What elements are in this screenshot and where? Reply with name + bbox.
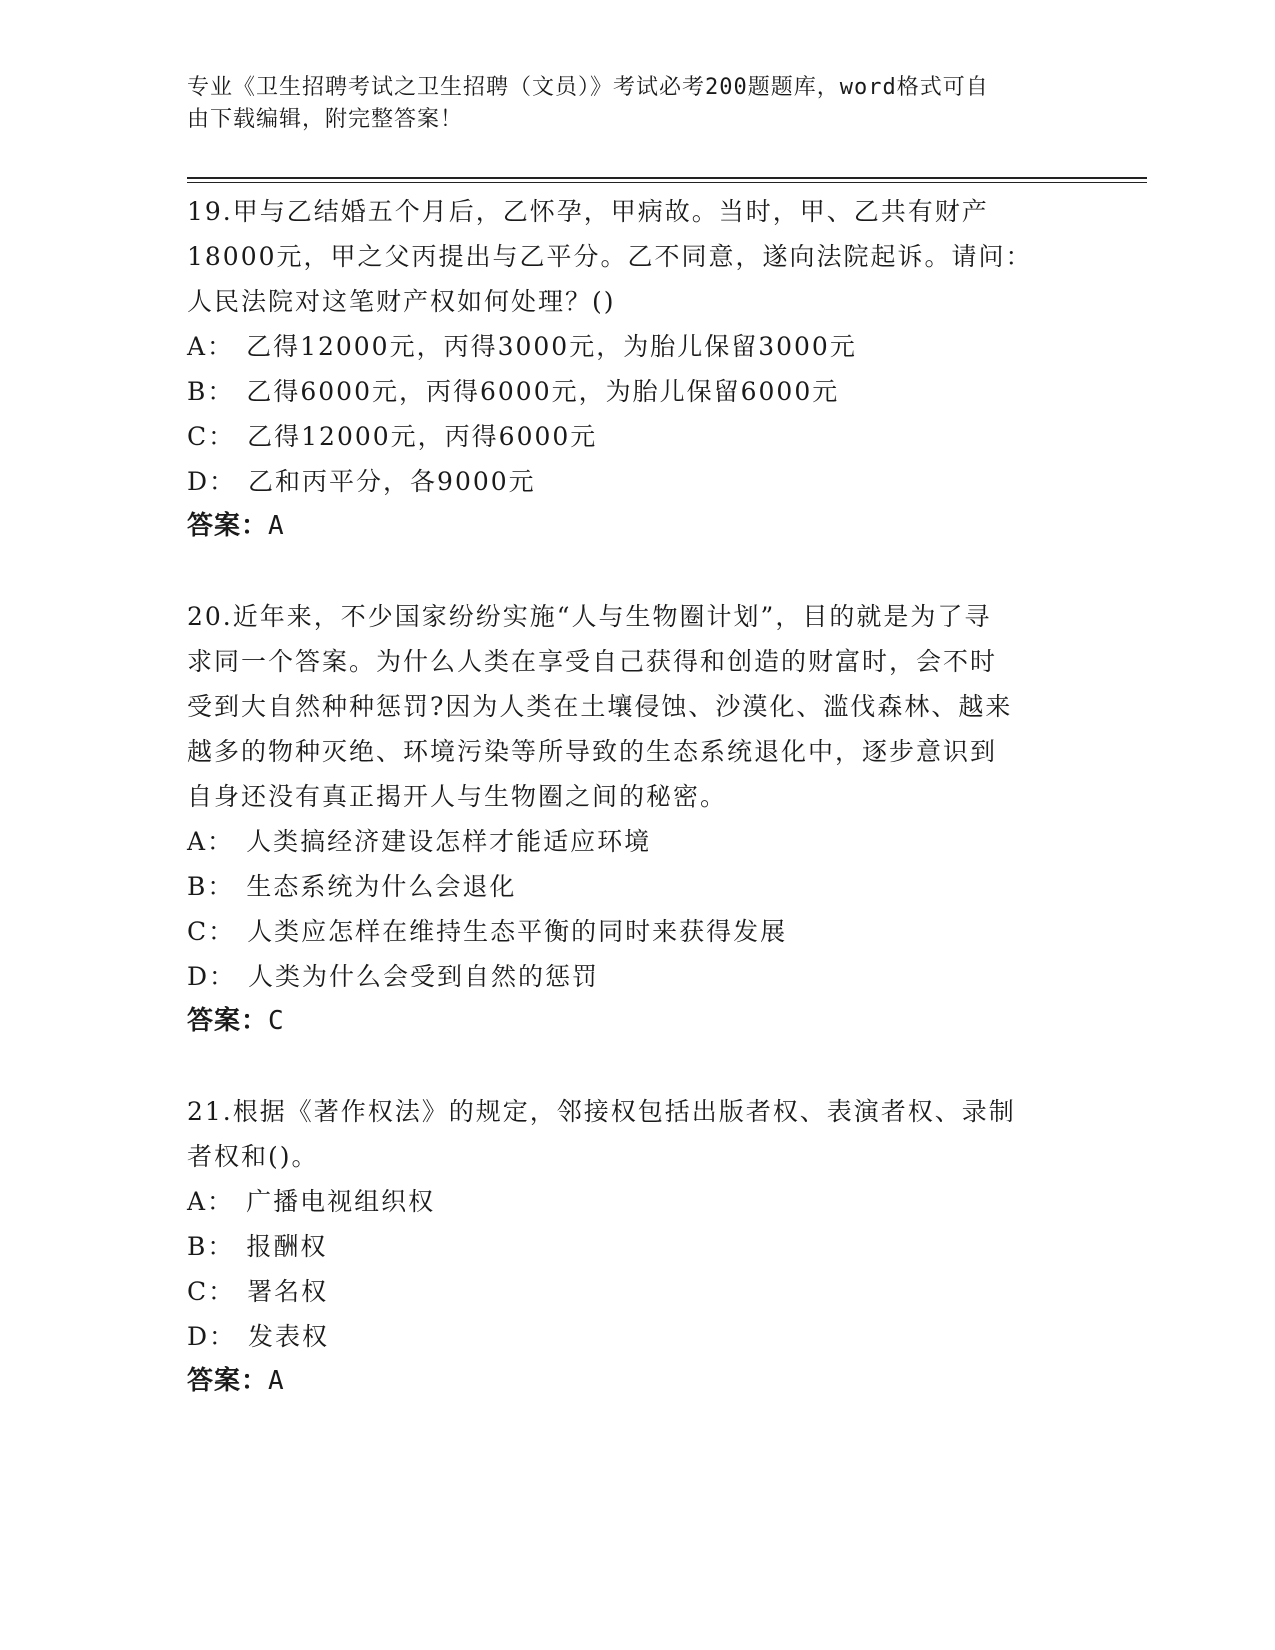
option-c <box>187 1269 1087 1314</box>
question-text-line: 20.近年来，不少国家纷纷实施“人与生物圈计划”，目的就是为了寻 <box>187 602 992 631</box>
question-text-line: 受到大自然种种惩罚?因为人类在土壤侵蚀、沙漠化、滥伐森林、越来 <box>187 692 1013 721</box>
question-19 <box>187 189 1087 549</box>
option-b <box>187 864 1087 909</box>
option-text: 人类应怎样在维持生态平衡的同时来获得发展 <box>247 917 788 946</box>
option-text: 生态系统为什么会退化 <box>246 872 517 901</box>
question-text-line: 人民法院对这笔财产权如何处理？() <box>187 287 616 316</box>
answer-value: A <box>268 1366 285 1396</box>
answer-value: A <box>268 511 285 541</box>
question-text-line: 21.根据《著作权法》的规定，邻接权包括出版者权、表演者权、录制 <box>187 1097 1016 1126</box>
answer-label: 答案： <box>187 1366 269 1396</box>
answer-label: 答案： <box>187 1006 269 1036</box>
question-text-line: 者权和()。 <box>187 1142 319 1171</box>
answer-value: C <box>268 1006 285 1036</box>
option-d <box>187 1314 1087 1359</box>
option-letter: D： <box>187 1322 237 1351</box>
header-divider-thick <box>187 177 1147 179</box>
option-text: 报酬权 <box>246 1232 328 1261</box>
option-text: 广播电视组织权 <box>246 1187 436 1216</box>
option-letter: C： <box>187 1277 236 1306</box>
header-line-2: 由下载编辑，附完整答案！ <box>187 107 464 132</box>
question-20 <box>187 594 1087 1044</box>
option-letter: C： <box>187 917 236 946</box>
option-text: 乙和丙平分，各9000元 <box>248 467 536 496</box>
question-text-line: 越多的物种灭绝、环境污染等所导致的生态系统退化中，逐步意识到 <box>187 737 998 766</box>
header-line-1: 专业《卫生招聘考试之卫生招聘（文员）》考试必考200题题库，word格式可自 <box>187 75 989 100</box>
option-letter: A： <box>187 332 235 361</box>
question-text-line: 求同一个答案。为什么人类在享受自己获得和创造的财富时，会不时 <box>187 647 998 676</box>
question-list <box>187 189 1087 1449</box>
answer-line <box>187 999 1087 1044</box>
option-letter: A： <box>187 1187 235 1216</box>
document-header <box>187 72 1067 136</box>
option-letter: B： <box>187 377 235 406</box>
header-divider-thin <box>187 182 1147 183</box>
option-b <box>187 1224 1087 1269</box>
option-c <box>187 909 1087 954</box>
option-a <box>187 324 1087 369</box>
option-text: 人类为什么会受到自然的惩罚 <box>248 962 600 991</box>
question-text-line: 19.甲与乙结婚五个月后，乙怀孕，甲病故。当时，甲、乙共有财产 <box>187 197 989 226</box>
option-letter: A： <box>187 827 235 856</box>
answer-line <box>187 1359 1087 1404</box>
option-letter: D： <box>187 467 237 496</box>
option-d <box>187 954 1087 999</box>
option-letter: B： <box>187 1232 235 1261</box>
option-a <box>187 1179 1087 1224</box>
option-c <box>187 414 1087 459</box>
option-text: 乙得12000元，丙得3000元，为胎儿保留3000元 <box>246 332 857 361</box>
question-text-line: 18000元，甲之父丙提出与乙平分。乙不同意，遂向法院起诉。请问： <box>187 242 1033 271</box>
option-text: 发表权 <box>248 1322 330 1351</box>
option-text: 署名权 <box>247 1277 329 1306</box>
option-a <box>187 819 1087 864</box>
option-d <box>187 459 1087 504</box>
question-text-line: 自身还没有真正揭开人与生物圈之间的秘密。 <box>187 782 728 811</box>
question-21 <box>187 1089 1087 1404</box>
option-text: 乙得12000元，丙得6000元 <box>247 422 598 451</box>
answer-label: 答案： <box>187 511 269 541</box>
option-b <box>187 369 1087 414</box>
option-text: 人类搞经济建设怎样才能适应环境 <box>246 827 652 856</box>
option-text: 乙得6000元，丙得6000元，为胎儿保留6000元 <box>246 377 840 406</box>
option-letter: B： <box>187 872 235 901</box>
option-letter: D： <box>187 962 237 991</box>
answer-line <box>187 504 1087 549</box>
option-letter: C： <box>187 422 236 451</box>
